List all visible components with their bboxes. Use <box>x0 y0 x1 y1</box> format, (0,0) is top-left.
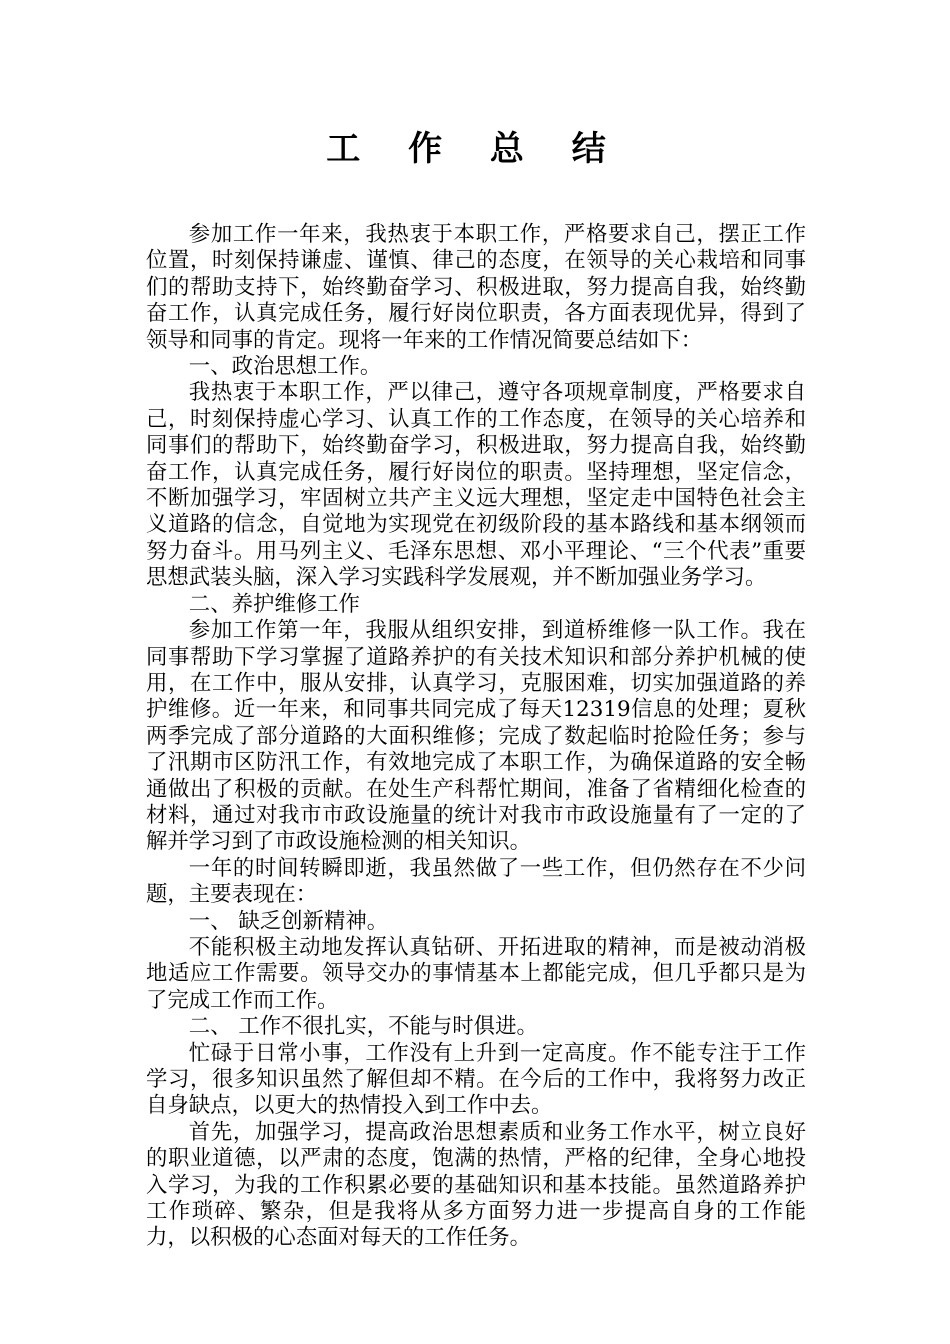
paragraph-problems-intro: 一年的时间转瞬即逝，我虽然做了一些工作，但仍然存在不少问题，主要表现在： <box>146 855 806 908</box>
paragraph-intro: 参加工作一年来，我热衷于本职工作，严格要求自己，摆正工作位置，时刻保持谦虚、谨慎、律己的态度，在领导的关心栽培和同事们的帮助支持下，始终勤奋学习、积极进取，努力提高自我，始终勤奋工作，认真完成任务，履行好岗位职责，各方面表现优异，得到了领导和同事的肯定。现将一年来的工作情况简要总结如下： <box>146 222 806 353</box>
paragraph-political-work: 我热衷于本职工作，严以律己，遵守各项规章制度，严格要求自己，时刻保持虚心学习、认真工作的工作态度，在领导的关心培养和同事们的帮助下，始终勤奋学习，积极进取，努力提高自我，始终勤奋工作，认真完成任务，履行好岗位的职责。坚持理想，坚定信念，不断加强学习，牢固树立共产主义远大理想，坚定走中国特色社会主义道路的信念，自觉地为实现党在初级阶段的基本路线和基本纲领而努力奋斗。用马列主义、毛泽东思想、邓小平理论、“三个代表”重要思想武装头脑，深入学习实践科学发展观，并不断加强业务学习。 <box>146 380 806 591</box>
paragraph-maintenance-work: 参加工作第一年，我服从组织安排，到道桥维修一队工作。我在同事帮助下学习掌握了道路养护的有关技术知识和部分养护机械的使用，在工作中，服从安排，认真学习，克服困难，切实加强道路的养护维修。近一年来，和同事共同完成了每天12319信息的处理；夏秋两季完成了部分道路的大面积维修；完成了数起临时抢险任务；参与了汛期市区防汛工作，有效地完成了本职工作，为确保道路的安全畅通做出了积极的贡献。在处生产科帮忙期间，准备了省精细化检查的材料，通过对我市市政设施量的统计对我市市政设施量有了一定的了解并学习到了市政设施检测的相关知识。 <box>146 618 806 855</box>
heading-political-work: 一、政治思想工作。 <box>188 354 382 380</box>
heading-maintenance-work: 二、养护维修工作 <box>188 591 360 617</box>
paragraph-problem-one: 不能积极主动地发挥认真钻研、开拓进取的精神，而是被动消极地适应工作需要。领导交办的事情基本上都能完成，但几乎都只是为了完成工作而工作。 <box>146 934 806 1013</box>
document-title: 工 作 总 结 <box>326 129 624 169</box>
heading-problem-one: 一、 缺乏创新精神。 <box>188 908 389 934</box>
paragraph-problem-two: 忙碌于日常小事，工作没有上升到一定高度。作不能专注于工作学习，很多知识虽然了解但却不精。在今后的工作中，我将努力改正自身缺点，以更大的热情投入到工作中去。 <box>146 1040 806 1119</box>
paragraph-improvement: 首先，加强学习，提高政治思想素质和业务工作水平，树立良好的职业道德，以严肃的态度，饱满的热情，严格的纪律，全身心地投入学习，为我的工作积累必要的基础知识和基本技能。虽然道路养护工作琐碎、繁杂，但是我将从多方面努力进一步提高自身的工作能力，以积极的心态面对每天的工作任务。 <box>146 1119 806 1251</box>
document-body <box>146 222 806 1252</box>
heading-problem-two: 二、 工作不很扎实，不能与时俱进。 <box>188 1014 538 1040</box>
